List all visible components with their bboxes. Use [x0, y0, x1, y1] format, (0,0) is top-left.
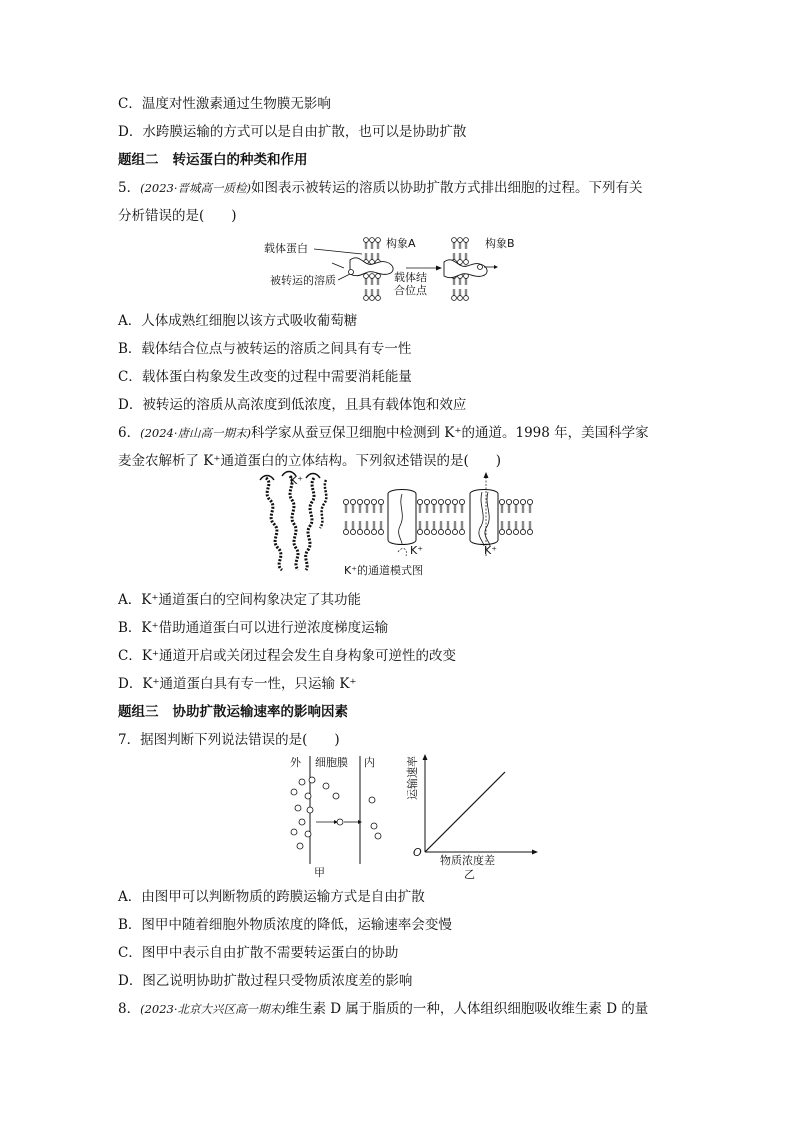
carrier-protein-a	[350, 258, 393, 276]
q7-option-d: D．图乙说明协助扩散过程只受物质浓度差的影响	[118, 973, 413, 989]
inside-molecules	[369, 797, 381, 839]
q4-option-d: D．水跨膜运输的方式可以是自由扩散，也可以是协助扩散	[118, 124, 467, 140]
label-k-ion-closed: K⁺	[410, 544, 424, 557]
label-inside: 内	[364, 756, 375, 769]
label-panel-jia: 甲	[314, 866, 325, 879]
q5-option-d: D．被转运的溶质从高浓度到低浓度，且具有载体饱和效应	[118, 397, 467, 413]
group2-label: 题组二	[118, 152, 159, 168]
q7-option-a: A．由图甲可以判断物质的跨膜运输方式是自由扩散	[118, 889, 425, 905]
q6-stem: 科学家从蚕豆保卫细胞中检测到 K⁺的通道。1998 年，美国科学家	[251, 425, 649, 441]
q6-source: (2024·唐山高一期末)	[140, 426, 251, 440]
membrane-a-top	[364, 238, 381, 265]
q5-option-c: C．载体蛋白构象发生改变的过程中需要消耗能量	[118, 369, 412, 385]
label-cell-membrane: 细胞膜	[315, 756, 348, 769]
group2-heading	[118, 151, 308, 169]
q5-source: (2023·晋城高一质检)	[140, 181, 251, 195]
group2-title: 转运蛋白的种类和作用	[172, 152, 308, 168]
q8-stem-line1	[118, 1000, 648, 1018]
q6-option-d: D．K⁺通道蛋白具有专一性，只运输 K⁺	[118, 676, 357, 692]
q5-number: 5．	[118, 180, 141, 196]
label-panel-yi: 乙	[464, 868, 475, 881]
label-conformation-a: 构象A	[386, 237, 416, 250]
label-k-ion-open: K⁺	[484, 544, 498, 557]
q7-diffusion-figure	[280, 752, 540, 882]
q7-option-b: B．图甲中随着细胞外物质浓度的降低，运输速率会变慢	[118, 917, 452, 933]
q6-channel-figure	[252, 470, 542, 580]
label-conformation-b: 构象B	[485, 237, 515, 250]
label-k-ion-helix: K⁺	[290, 474, 304, 487]
label-transported-solute: 被转运的溶质	[270, 274, 336, 287]
q5-stem: 如图表示被转运的溶质以协助扩散方式排出细胞的过程。下列有关	[251, 180, 643, 196]
q6-option-a: A．K⁺通道蛋白的空间构象决定了其功能	[118, 592, 361, 608]
channel-membrane-bilayer	[343, 499, 532, 534]
q6-stem-line2: 麦金农解析了 K⁺通道蛋白的立体结构。下列叙述错误的是( )	[118, 453, 502, 469]
rate-line	[425, 772, 505, 852]
q8-number: 8．	[118, 1001, 141, 1017]
q7-stem-line	[118, 731, 340, 749]
q4-option-c: C．温度对性激素通过生物膜无影响	[118, 96, 331, 112]
q5-stem-line2: 分析错误的是( )	[118, 208, 237, 224]
label-carrier-protein: 载体蛋白	[264, 242, 308, 255]
q8-stem: 维生素 D 属于脂质的一种，人体组织细胞吸收维生素 D 的量	[285, 1001, 649, 1017]
q6-stem-line1	[118, 424, 649, 442]
q8-source: (2023·北京大兴区高一期末)	[140, 1002, 286, 1016]
label-y-axis: 运输速率	[406, 756, 419, 800]
label-x-axis: 物质浓度差	[440, 854, 495, 867]
membrane-a-bottom	[364, 274, 381, 301]
q6-option-c: C．K⁺通道开启或关闭过程会发生自身构象可逆性的改变	[118, 648, 457, 664]
channel-open	[470, 490, 498, 545]
label-outside: 外	[290, 756, 301, 769]
group3-heading	[118, 703, 348, 721]
q6-number: 6．	[118, 425, 141, 441]
q7-option-c: C．图甲中表示自由扩散不需要转运蛋白的协助	[118, 945, 399, 961]
group3-title: 协助扩散运输速率的影响因素	[172, 704, 348, 720]
q7-number: 7．	[118, 732, 141, 748]
q5-option-a: A．人体成熟红细胞以该方式吸收葡萄糖	[118, 313, 358, 329]
membrane-molecules	[323, 783, 339, 799]
q7-stem: 据图判断下列说法错误的是( )	[140, 732, 340, 748]
label-binding-site-2: 合位点	[394, 284, 427, 297]
q5-stem-line1	[118, 179, 643, 197]
q6-figure-caption: K⁺的通道模式图	[344, 564, 424, 577]
outside-molecules	[291, 777, 315, 849]
label-origin: O	[413, 846, 422, 859]
q6-option-b: B．K⁺借助通道蛋白可以进行逆浓度梯度运输	[118, 620, 389, 636]
solute-molecule	[349, 270, 354, 275]
q5-carrier-figure	[258, 232, 538, 304]
group3-label: 题组三	[118, 704, 159, 720]
label-binding-site-1: 载体结	[394, 271, 427, 284]
q5-option-b: B．载体结合位点与被转运的溶质之间具有专一性	[118, 341, 412, 357]
